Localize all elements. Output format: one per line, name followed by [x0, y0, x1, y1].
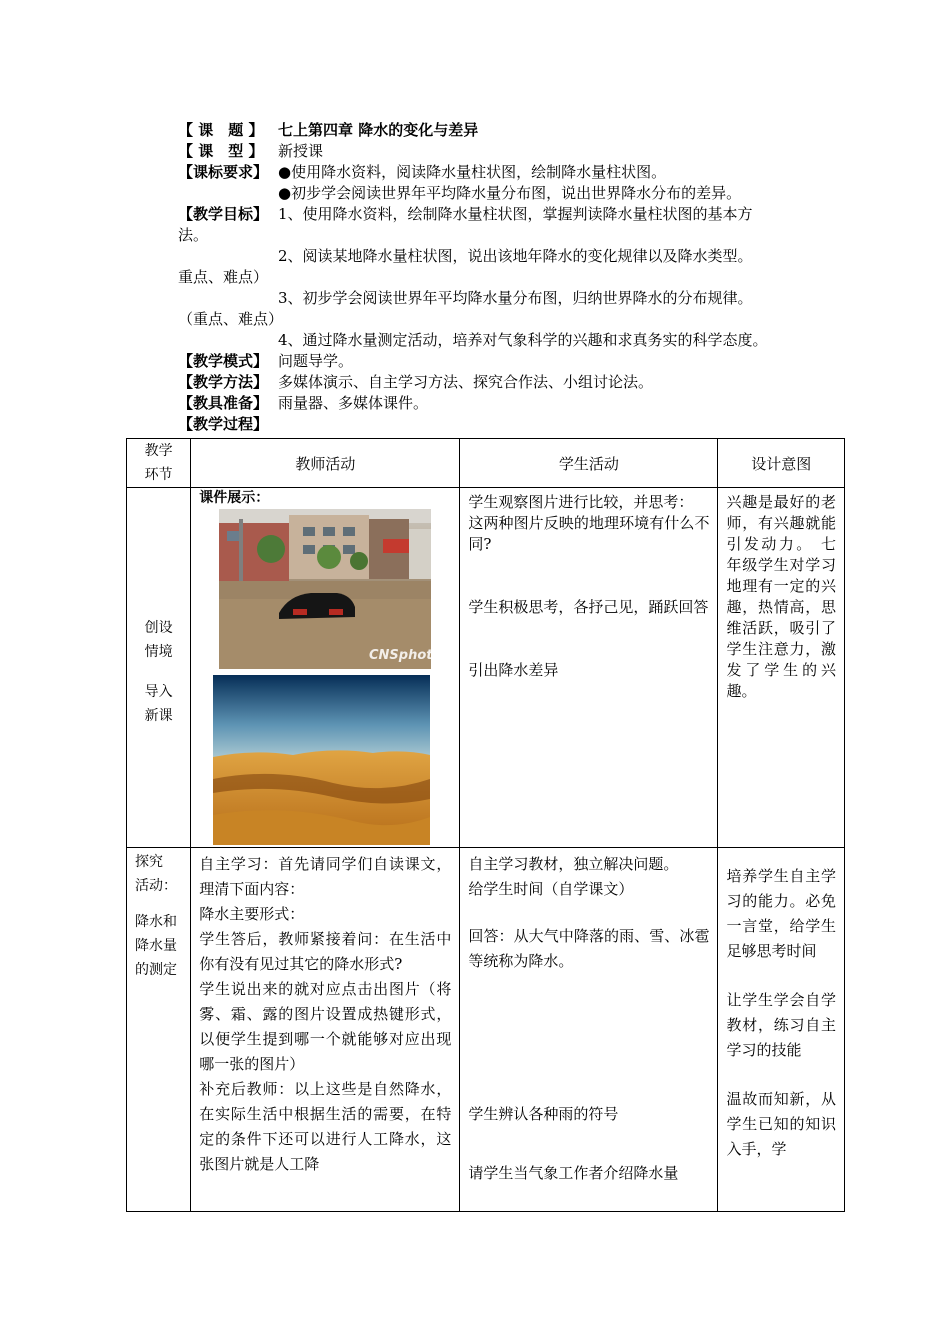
goal-4: 4、通过降水量测定活动，培养对气象科学的兴趣和求真务实的科学态度。: [278, 331, 768, 349]
table-header-row: [127, 439, 845, 488]
goal-3a: 3、初步学会阅读世界年平均降水量分布图，归纳世界降水的分布规律。: [278, 289, 753, 307]
goal-label: 【教学目标】: [178, 205, 269, 223]
standard-row: [178, 162, 838, 183]
col-header-teacher: 教师活动: [191, 439, 460, 488]
student-text-2: 给学生时间（自学课文）: [468, 880, 634, 898]
goal-3b: （重点、难点）: [178, 310, 284, 328]
topic-row: [178, 120, 838, 141]
process-label: 【教学过程】: [178, 415, 269, 433]
lesson-header: [178, 120, 838, 435]
goal-2b: 重点、难点）: [178, 268, 269, 286]
intent-cell-2: [718, 848, 845, 1212]
student-text-3: 学生积极思考，各抒己见，踊跃回答: [468, 598, 709, 616]
teacher-title: 课件展示：: [199, 490, 270, 506]
student-text-5: 请学生当气象工作者介绍降水量: [468, 1164, 679, 1182]
goal-1a: 1、使用降水资料，绘制降水量柱状图，掌握判读降水量柱状图的基本方: [278, 205, 753, 223]
goal-2a: 2、阅读某地降水量柱状图，说出该地年降水的变化规律以及降水类型。: [278, 247, 753, 265]
mode-label: 【教学模式】: [178, 352, 269, 370]
student-text-1: 学生观察图片进行比较，并思考：: [468, 493, 694, 511]
table-row: [127, 848, 845, 1212]
method-label: 【教学方法】: [178, 373, 269, 391]
intent-text-3: 温故而知新，从学生已知的知识入手，学: [726, 1090, 836, 1158]
stage-cell-1: [127, 488, 191, 848]
goal-row: [178, 204, 838, 225]
standard-item-1: ●使用降水资料，阅读降水量柱状图，绘制降水量柱状图。: [278, 163, 667, 181]
mode-value: 问题导学。: [278, 352, 354, 370]
flood-scene-image: [219, 509, 442, 669]
stage-label-a: 探究 活动：: [135, 854, 177, 894]
method-row: [178, 372, 838, 393]
student-cell-2: [460, 848, 718, 1212]
stage-label-a: 创设 情境: [144, 620, 173, 660]
goal-1b: 法。: [178, 226, 209, 244]
flood-photo: [219, 509, 442, 669]
type-value: 新授课: [278, 142, 324, 160]
intent-text-1: 兴趣是最好的老师，有兴趣就能引发动力。 七年级学生对学习地理有一定的兴趣，热情高，思维活跃，吸引了学生注意力，激发了学生的兴趣。: [726, 493, 836, 700]
student-text-1: 自主学习教材，独立解决问题。: [468, 855, 679, 873]
process-row: [178, 414, 838, 435]
intent-text-2: 让学生学会自学教材，练习自主学习的技能: [726, 991, 836, 1059]
method-value: 多媒体演示、自主学习方法、探究合作法、小组讨论法。: [278, 373, 654, 391]
standard-item-2: ●初步学会阅读世界年平均降水量分布图，说出世界降水分布的差异。: [278, 184, 742, 202]
col-header-intent: 设计意图: [718, 439, 845, 488]
photo-watermark: CNSphoto: [369, 648, 442, 663]
lesson-process-table: [126, 438, 845, 1212]
type-row: [178, 141, 838, 162]
student-text-4: 引出降水差异: [468, 661, 559, 679]
table-row: [127, 488, 845, 848]
tools-label: 【教具准备】: [178, 394, 269, 412]
student-text-2: 这两种图片反映的地理环境有什么不同?: [468, 514, 710, 553]
teacher-cell-1: [191, 488, 460, 848]
student-text-4: 学生辨认各种雨的符号: [468, 1105, 619, 1123]
stage-label-b: 降水和 降水量 的测定: [135, 914, 177, 978]
student-text-3: 回答：从大气中降落的雨、雪、冰雹等统称为降水。: [468, 927, 710, 970]
col-header-student: 学生活动: [460, 439, 718, 488]
mode-row: [178, 351, 838, 372]
teacher-cell-2: [191, 848, 460, 1212]
col-header-stage: 教学 环节: [127, 439, 191, 488]
standard-label: 【课标要求】: [178, 163, 269, 181]
desert-photo: [213, 675, 430, 845]
stage-cell-2: [127, 848, 191, 1212]
topic-label: 【 课 题 】: [178, 121, 264, 139]
desert-scene-image: [213, 675, 430, 845]
teacher-text-2: 自主学习：首先请同学们自读课文，理清下面内容： 降水主要形式： 学生答后，教师紧接着问：在生活中你有没有见过其它的降水形式? 学生说出来的就对应点击出图片（将雾、霜、露的图片设置成热键形式，以便学生提到哪一个就能够对应出现哪一张的图片） 补充后教师：以上这些是自然降水，在实际生活中根据生活的需要，在特定的条件下还可以进行人工降水，这张图片就是人工降: [199, 855, 452, 1173]
tools-value: 雨量器、多媒体课件。: [278, 394, 429, 412]
type-label: 【 课 型 】: [178, 142, 264, 160]
topic-value: 七上第四章 降水的变化与差异: [278, 121, 479, 139]
intent-cell-1: [718, 488, 845, 848]
stage-label-b: 导入 新课: [144, 684, 173, 724]
student-cell-1: [460, 488, 718, 848]
tools-row: [178, 393, 838, 414]
intent-text-1: 培养学生自主学习的能力。必免一言堂，给学生足够思考时间: [726, 867, 836, 960]
